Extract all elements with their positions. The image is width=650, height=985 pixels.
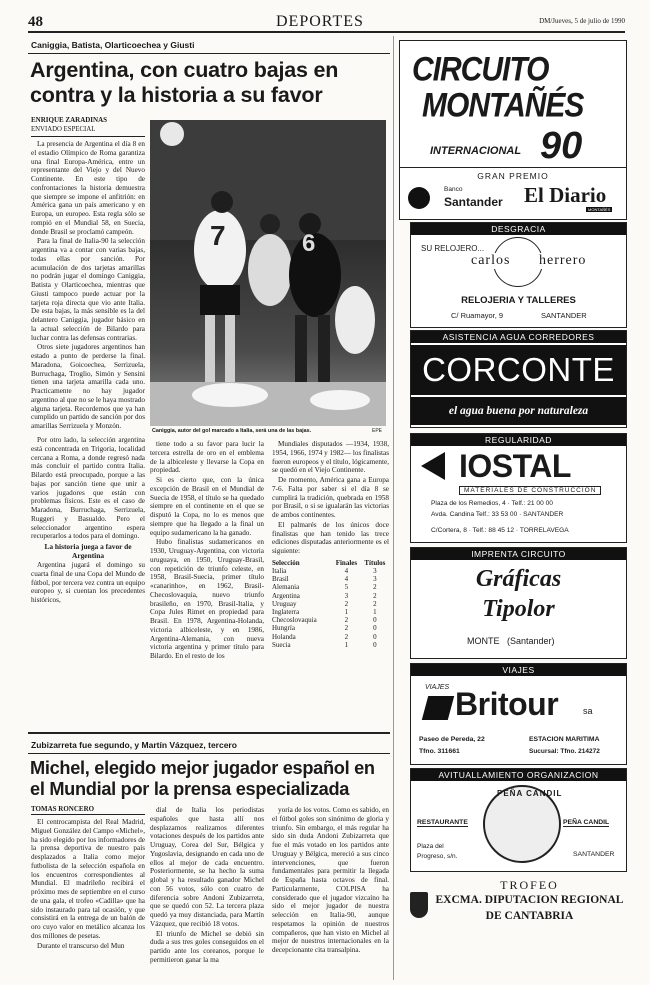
paragraph: Durante el transcurso del Mun (37, 941, 125, 950)
player-white-2 (248, 234, 292, 306)
relojeria-ad (410, 222, 627, 328)
paragraph: Para la final de Italia-90 la selección argentina va a contar con varias bajas, todas ellas por sanción. Por acumulación de dos tarjetas amarillas no podrán jugar el domingo Caniggia, Batista y Olarticoechea, mientras que Giusti tampoco puede actuar por la tarjeta roja directa que vio ante Italia. De esta bajas, la más sensible es la del delantero Caniggia, jugador básico en la actual selección de Bilardo para luchar contra las defensas contrarias. (31, 237, 145, 342)
banco-small: Banco (444, 186, 463, 193)
table-cell: Alemania (272, 583, 300, 592)
table-cell: Inglaterra (272, 607, 300, 616)
table-cell: 0 (373, 624, 377, 633)
author-rule-2 (31, 814, 145, 815)
table-cell: 4 (344, 566, 349, 575)
table-row (272, 624, 389, 632)
article1-col3 (272, 440, 389, 730)
britour-phone-right: Sucursal: Tfno. 214272 (529, 748, 600, 755)
article1-author: ENRIQUE ZARADINAS (31, 116, 108, 124)
desgracia-title: DESGRACIA (411, 223, 626, 235)
paragraph: Otros siete jugadores argentinos han estado a punto de perderse la final. Maradona, Goicoechea, Serrizuela, Burruchaga, Troglio, Simón y Sensini tienen una tarjeta amarilla cada uno. Practicamente no hay jugador argentino al que no se le haya mostrado alguna tarjeta. Recordemos que ya han cumplido un partido de sanción por dos amarillas Serrizuela y Monzón. (31, 343, 145, 430)
britour-ad (410, 663, 627, 765)
paragraph: yoría de los votos. Como es sabido, en el fútbol goles son sinónimo de gloria y triunfo. Sin embargo, el más regular ha sido sin duda Andoni Zubizarreta que fue el más votado en los partidos ante Uruguay y Bélgica, mereció a sus cinco intervenciones, que fueron fundamentales para permitir la llegada de España hasta octavos de final. Particularmente, COLPISA ha considerado que el jugador vizcaíno ha sido el mejor jugador de nuestra selección en Italia-90, aunque respetamos la opinión de nuestros compañeros, que han visto en Michel al mejor de nuestros internacionales en la decepcionante cita transalpina. (272, 806, 389, 954)
arrow-logo-icon (421, 452, 445, 480)
article2-col2 (150, 806, 264, 980)
table-cell: 2 (373, 583, 377, 592)
table-cell: Holanda (272, 632, 296, 641)
britour-sa: sa (583, 706, 593, 716)
pena-addr1: Plaza del (417, 843, 444, 850)
circuito-rule (400, 167, 626, 168)
photo-scene (150, 120, 386, 426)
graficas-title: IMPRENTA CIRCUITO (411, 548, 626, 560)
table-cell: 2 (373, 599, 377, 608)
corconte-title: ASISTENCIA AGUA CORREDORES (411, 331, 626, 343)
kicker-rule (28, 53, 390, 54)
paragraph: La presencia de Argentina el día 8 en el estadio Olímpico de Roma garantiza una final Europa-América, entre un representante del Viejo y del Nuevo Continente. En este tipo de confrontaciones la historia demuestra que siempre se impone el anfitrión: en América gana un país americano y en Europa, un europeo. Esta regla sólo se rompió en el Mundial 58, en Suecia, donde Brasil se proclamó campeón. (31, 140, 145, 236)
article1-kicker: Caniggia, Batista, Olarticoechea y Giusti (31, 40, 195, 50)
article1-headline: Argentina, con cuatro bajas en contra y la historia a su favor (30, 58, 339, 107)
paragraph: Hubo finalistas sudamericanos en 1930, Uruguay-Argentina, con victoria uruguaya, en 1950, Uruguay-Brasil, con repetición de triunfo celeste, en 1958, Brasil-Suecia, primer título «canarinho», en 1962, Brasil-Checoslovaquia, nuevo triunfo brasileño, en 1970, Brasil-Italia, y Copa Jules Rimet en propiedad para Brasil. En 1978, Argentina-Holanda, victoria albiceleste, y en 1986, Argentina-Alemania, con nueva victoria argentina y primer título para Bilardo. En el resto de los (150, 538, 264, 660)
corconte-slogan: el agua buena por naturaleza (411, 397, 626, 425)
relojeria-city: SANTANDER (541, 311, 587, 320)
paragraph: El triunfo de Michel se debió sin duda a sus tres goles conseguidos en el partido ante los coreanos, porque le permitieron ganar la ma (150, 929, 264, 964)
table-cell: 1 (344, 640, 349, 649)
table-row (272, 616, 389, 624)
subheading: La historia juega a favor de Argentina (44, 542, 132, 560)
pena-arc-text: PEÑA CANDIL (497, 789, 563, 798)
circuito-internacional: INTERNACIONAL (430, 145, 522, 157)
table-cell: 2 (344, 599, 349, 608)
paragraph: De momento, América gana a Europa 7-6. Falta por saber si el día 8 se cumplirá la tradición, quebrada en 1958 por Brasil, o si se igualarán las victorias de ambos continentes. (272, 476, 389, 519)
graficas-city: MONTE (467, 636, 500, 646)
paragraph: tiene todo a su favor para lucir la tercera estrella de oro en el emblema de la albiceleste y llevarse la Copa en propiedad. (150, 440, 264, 475)
circuito-line1: CIRCUITO (412, 50, 549, 89)
paragraph: Por otro lado, la selección argentina está concentrada en Trigoria, localidad cercana a Roma, a donde regresó nada más concluir el partido contra Italia. Bilardo está preocupado, porque a las bajas por sanción tiene que unir a varios jugadores que están con problemas físicos. Este es el caso de Maradona, Burruchaga, Serrizuela, Ruggeri y Basualdo. Pero el seleccionador argentino espera recuperarlos a todos para el domingo. (31, 436, 145, 541)
circuito-montanes-ad (399, 40, 627, 220)
trofeo-line2: EXCMA. DIPUTACION REGIONAL (435, 894, 624, 906)
article1-author-role: ENVIADO ESPECIAL (31, 126, 96, 133)
britour-brand: Britour (455, 686, 559, 722)
jersey-number-left: 7 (210, 220, 226, 251)
table-header: Finales (335, 558, 358, 567)
match-photo (150, 120, 386, 426)
table-cell: 4 (344, 575, 349, 584)
iostal-sub: MATERIALES DE CONSTRUCCION (459, 486, 601, 495)
pena-label: PEÑA CANDIL (563, 819, 610, 826)
paragraph: El palmarés de los únicos doce finalistas que han tenido las trece ediciones disputadas anteriormente es el siguiente: (272, 520, 389, 555)
table-cell: 1 (344, 607, 349, 616)
section-title: DEPORTES (276, 13, 364, 30)
table-cell: Italia (272, 566, 287, 575)
iostal-addr1: Plaza de los Remedios, 4 · Telf.: 21 00 00 (431, 500, 553, 507)
table-row (272, 567, 389, 575)
iostal-brand: IOSTAL (459, 448, 571, 484)
table-cell: Suecia (272, 640, 291, 649)
paragraph: Si es cierto que, con la única excepción de Brasil en el Mundial de Suecia de 1958, el título se ha quedado siempre en el continente en el que se disputó la Copa, no lo es menos que siempre que ha llegado a la final un equipo sudamericano la ha ganado. (150, 476, 264, 537)
article2-headline: Michel, elegido mejor jugador español en el Mundial por la prensa especializada (30, 758, 375, 799)
table-row (272, 583, 389, 591)
pena-restaurante: RESTAURANTE (417, 819, 468, 826)
pena-addr2: Progreso, s/n. (417, 853, 458, 860)
table-cell: 2 (344, 632, 349, 641)
photo-credit: EPE (372, 428, 383, 434)
table-cell: Brasil (272, 575, 289, 584)
kicker-rule-2 (28, 753, 390, 754)
table-cell: 3 (373, 566, 377, 575)
table-cell: 1 (373, 607, 377, 616)
page-number: 48 (28, 14, 43, 30)
iostal-title: REGULARIDAD (411, 434, 626, 446)
table-header-row (272, 559, 389, 567)
ad-column-rule (393, 36, 394, 980)
table-cell: 5 (344, 583, 349, 592)
graficas-line1: Gráficas (475, 566, 562, 592)
circuito-year: 90 (540, 125, 583, 167)
pena-city: SANTANDER (573, 851, 615, 858)
britour-phone-left: Tfno. 311661 (419, 748, 460, 755)
article1-col1 (31, 140, 145, 435)
table-cell: 0 (373, 632, 377, 641)
banco-name: Santander (444, 195, 503, 209)
article1-col2 (150, 440, 264, 726)
flame-logo-icon (408, 187, 430, 209)
table-cell: 3 (373, 575, 377, 584)
corconte-brand: CORCONTE (411, 345, 626, 395)
jersey-number-right: 6 (302, 230, 316, 257)
paragraph: dial de Italia los periodistas españoles que hasta allí nos desplazamos realizamos diferentes votaciones después de los partidos ante Uruguay, Corea del Sur, Bélgica y Yugoslavia, designando en cada uno de ellos al mejor de cada encuentro. Posteriormente, se ha hecho la suma global y ha resultado ganador Michel con 56 votos, sólo con cuatro de diferencia sobre Andoni Zubizarreta, que se quedó con 52. La tercera plaza quedó ya muy distanciada, para Martín Vázquez, que recibió 18 votos. (150, 806, 264, 928)
pena-title: AVITUALLAMIENTO ORGANIZACION (411, 769, 626, 781)
finals-table (272, 559, 389, 649)
brand-herrero: herrero (539, 253, 587, 268)
corconte-ad (410, 330, 627, 428)
table-header: Selección (272, 558, 300, 567)
table-row (272, 600, 389, 608)
ball-icon (160, 122, 184, 146)
pena-candil-ad (410, 768, 627, 872)
trofeo-line1: TROFEO (500, 878, 559, 892)
table-cell: 0 (373, 616, 377, 625)
table-cell: 2 (344, 624, 349, 633)
article2-kicker: Zubizarreta fue segundo, y Martín Vázquez, tercero (31, 740, 237, 750)
viajes-small: VIAJES (425, 684, 450, 691)
brand-carlos: carlos (471, 253, 511, 268)
iostal-ad (410, 433, 627, 543)
paragraph: El centrocampista del Real Madrid, Miguel González del Campo «Michel», ha sido elegido por los informadores de la prensa deportiva de nuestro país desplazados a Italia como mejor futbolista de la selección española en los encuentros correspondientes al Mundial. El madrileño recibirá el próximo mes de septiembre en el curso de una gala, el trofeo «Cadilla» que ha sido instaurado para tal ocasión, y que consistirá en la entrega de un balón de oro cuyo valor en metálico alcanza los dos millones de pesetas. (31, 818, 145, 940)
photo-caption: Caniggia, autor del gol marcado a Italia, será una de las bajas. (152, 428, 312, 434)
paragraph: Mundiales disputados —1934, 1938, 1954, 1966, 1974 y 1982— los finalistas fueron europeos y el título, lógicamente, se quedó en el Viejo Continente. (272, 440, 389, 475)
table-cell: Checoslovaquia (272, 616, 317, 625)
gran-premio: GRAN PREMIO (477, 171, 549, 181)
relojeria-business: RELOJERIA Y TALLERES (461, 295, 576, 306)
graficas-ad (410, 547, 627, 659)
article2-col1 (31, 818, 145, 980)
table-row (272, 633, 389, 641)
trofeo-line3: DE CANTABRIA (485, 910, 574, 922)
coat-of-arms-icon (410, 892, 428, 918)
iostal-addr2: Avda. Candina Telf.: 33 53 00 · SANTANDER (431, 511, 564, 518)
trofeo-block (410, 878, 625, 948)
article2-col3 (272, 806, 389, 980)
article2-author: TOMAS RONCERO (31, 805, 95, 813)
circuito-line2: MONTAÑÉS (422, 86, 584, 125)
plane-logo-icon (422, 696, 454, 720)
date-line: DM/Jueves, 5 de julio de 1990 (539, 17, 625, 25)
table-row (272, 592, 389, 600)
table-cell: Hungría (272, 624, 295, 633)
table-cell: Uruguay (272, 599, 297, 608)
britour-addr-left: Paseo de Pereda, 22 (419, 736, 485, 743)
page-header (28, 10, 625, 32)
articles-divider (28, 732, 390, 734)
desgracia-tagline: SU RELOJERO... (421, 244, 485, 253)
iostal-addr3: C/Cortera, 8 · Telf.: 88 45 12 · TORRELAVEGA (431, 527, 569, 534)
paragraph: Argentina jugará el domingo su cuarta final de una Copa del Mundo de fútbol, por tercera vez contra un equipo europeo y, si cuentan los precedentes históricos, (31, 561, 145, 604)
table-cell: 3 (344, 591, 349, 600)
header-rule (28, 31, 625, 33)
relojeria-address: C/ Ruamayor, 9 (451, 311, 504, 320)
viajes-title: VIAJES (411, 664, 626, 676)
eldiario-logo: El Diario (524, 183, 607, 207)
table-cell: 0 (373, 640, 377, 649)
britour-addr-right: ESTACION MARITIMA (529, 736, 600, 743)
table-row (272, 575, 389, 583)
table-cell: Argentina (272, 591, 300, 600)
table-row (272, 608, 389, 616)
table-row (272, 641, 389, 649)
graficas-city2: (Santander) (507, 636, 555, 646)
eldiario-small: MONTAÑÉS (588, 207, 611, 212)
table-header: Títulos (364, 558, 386, 567)
player-white-3 (335, 286, 375, 354)
author-rule (31, 136, 145, 137)
graficas-line2: Tipolor (482, 596, 555, 622)
article1-col1-lower (31, 436, 145, 726)
table-cell: 2 (344, 616, 349, 625)
table-cell: 2 (373, 591, 377, 600)
